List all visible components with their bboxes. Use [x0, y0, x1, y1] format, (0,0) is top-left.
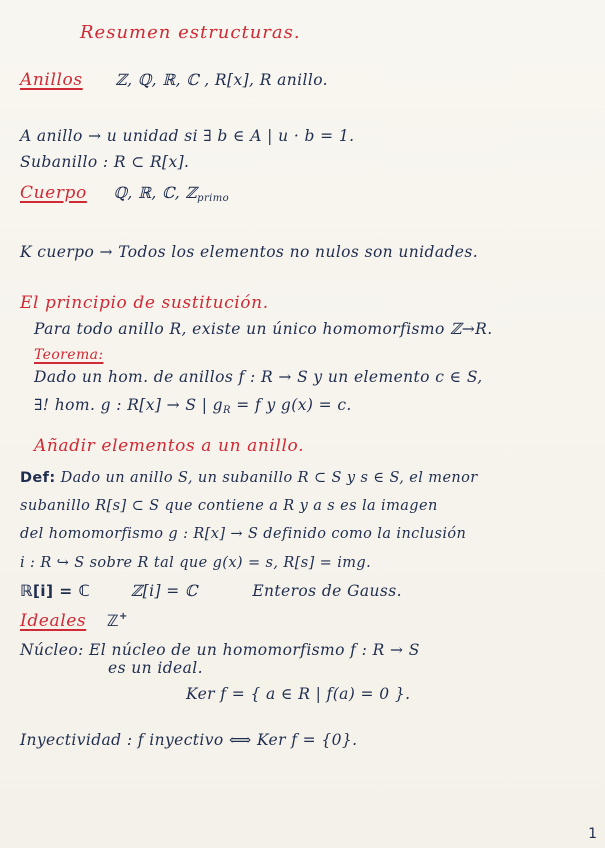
zi-equals-c: ℤ[i] = ℂ	[130, 582, 198, 600]
cuerpo-examples: ℚ, ℝ, ℂ, ℤ	[113, 184, 198, 202]
ideales-label: Ideales	[20, 611, 87, 631]
def-line-1	[20, 470, 478, 486]
nucleo-line-1	[20, 641, 420, 659]
def-label: Def:	[20, 470, 56, 486]
teorema-line-1: Dado un hom. de anillos f : R → S y un elemento c ∈ S,	[34, 368, 483, 386]
def-line-5	[20, 582, 402, 600]
z-plus-sup: +	[118, 611, 128, 622]
def-line-3: del homomorfismo g : R[x] → S definido como la inclusión	[20, 526, 467, 542]
subanillo-line: Subanillo : R ⊂ R[x].	[20, 153, 190, 171]
page-number: 1	[588, 826, 597, 842]
anadir-heading: Añadir elementos a un anillo.	[34, 436, 305, 456]
z-plus-symbol: ℤ	[106, 612, 119, 630]
teorema-line-2b: = f y g(x) = c.	[230, 396, 352, 414]
anillos-label: Anillos	[20, 70, 83, 90]
k-cuerpo-line: K cuerpo → Todos los elementos no nulos son unidades.	[20, 243, 479, 261]
teorema-label: Teorema:	[34, 347, 104, 363]
teorema-line-2-sub: R	[223, 405, 231, 416]
def-line-4: i : R ↪ S sobre R tal que g(x) = s, R[s] = img.	[20, 555, 372, 571]
anillos-line	[20, 70, 328, 90]
nucleo-line-2: es un ideal.	[108, 659, 203, 677]
def-text-1: Dado un anillo S, un subanillo R ⊂ S y s ∈ S, el menor	[60, 470, 478, 486]
unit-definition: A anillo → u unidad si ∃ b ∈ A | u · b = 1.	[20, 127, 355, 145]
teorema-line-2a: ∃! hom. g : R[x] → S | g	[34, 396, 223, 414]
ideales-line	[20, 611, 128, 631]
enteros-gauss: Enteros de Gauss.	[252, 582, 402, 600]
nucleo-label: Núcleo:	[20, 641, 84, 659]
rii-equals-c: ℝ[i] = ℂ	[20, 582, 91, 600]
cuerpo-label: Cuerpo	[20, 183, 87, 203]
nucleo-text-1: El núcleo de un homomorfismo f : R → S	[89, 641, 420, 659]
cuerpo-subscript: primo	[197, 193, 230, 204]
principio-line: Para todo anillo R, existe un único homomorfismo ℤ→R.	[34, 320, 493, 338]
principio-heading: El principio de sustitución.	[20, 293, 269, 313]
inyectividad-line: Inyectividad : f inyectivo ⟺ Ker f = {0}.	[20, 731, 358, 749]
teorema-line-2	[34, 396, 352, 416]
def-line-2: subanillo R[s] ⊂ S que contiene a R y a s es la imagen	[20, 498, 438, 514]
page-title: Resumen estructuras.	[80, 22, 301, 43]
cuerpo-line	[20, 183, 229, 204]
anillos-examples: ℤ, ℚ, ℝ, ℂ , R[x], R anillo.	[115, 71, 328, 89]
kernel-definition: Ker f = { a ∈ R | f(a) = 0 }.	[186, 685, 411, 703]
